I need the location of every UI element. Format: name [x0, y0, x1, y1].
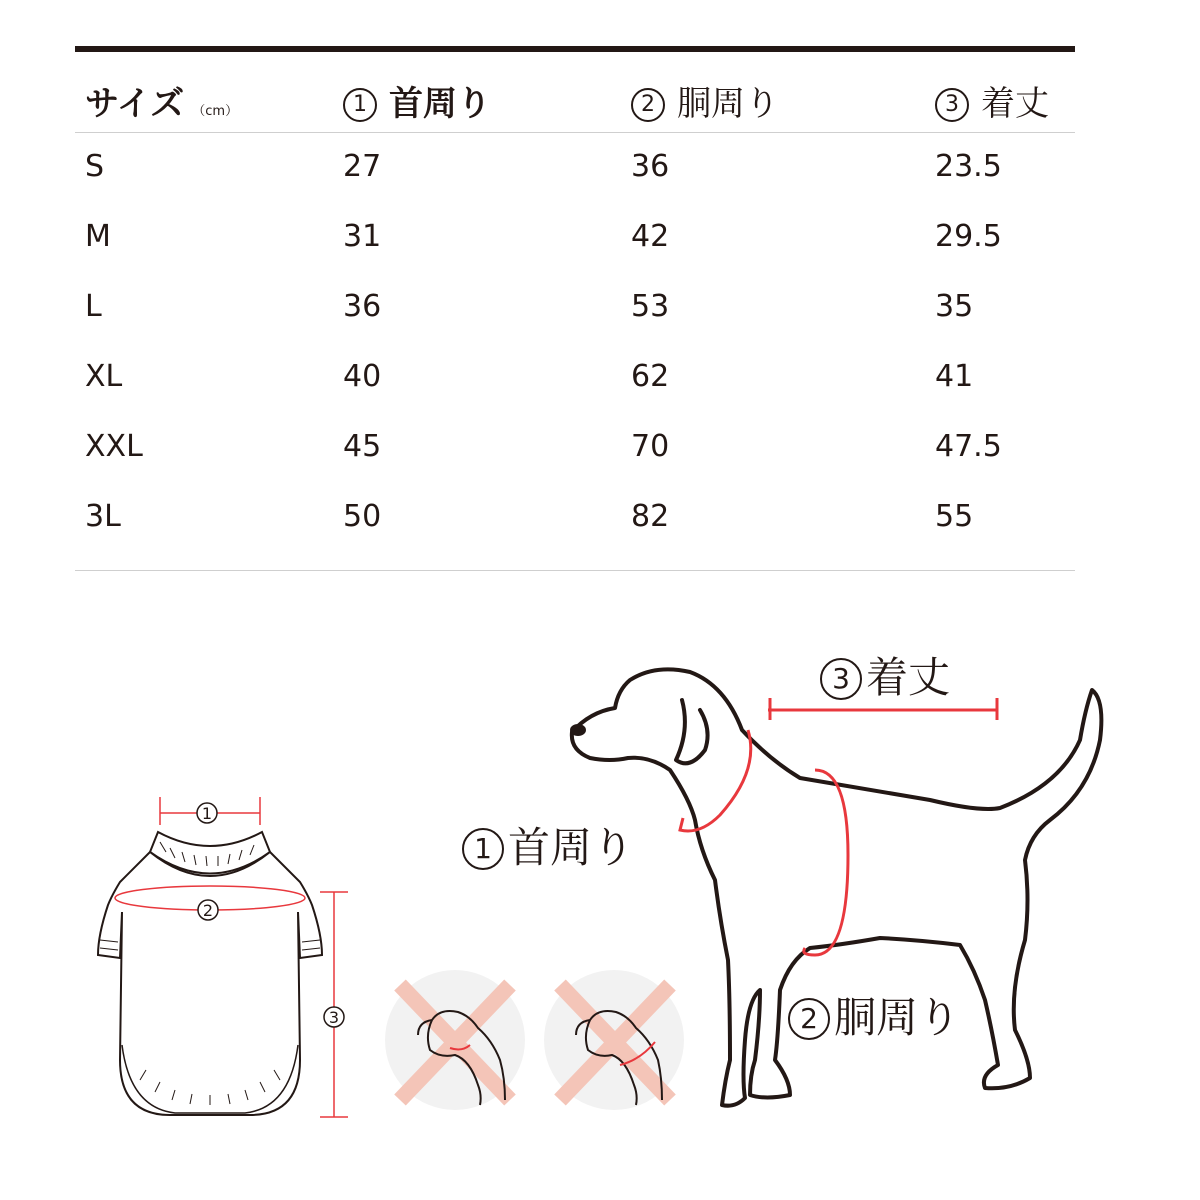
cell-body: 36 — [631, 149, 670, 184]
cell-length: 23.5 — [935, 149, 1002, 184]
cell-neck: 36 — [343, 289, 382, 324]
cell-body: 82 — [631, 499, 670, 534]
cell-length: 35 — [935, 289, 974, 324]
wrong-example-1 — [385, 970, 525, 1110]
mark-3: 3 — [328, 1008, 340, 1027]
sweater-illustration — [98, 832, 322, 1115]
wrong-example-2 — [544, 970, 684, 1110]
cell-body: 70 — [631, 429, 670, 464]
cell-neck: 31 — [343, 219, 382, 254]
header-length: 3 着丈 — [935, 76, 1049, 125]
cell-neck: 50 — [343, 499, 382, 534]
cell-size: M — [85, 219, 111, 254]
circled-number: 1 — [343, 88, 377, 122]
cell-size: S — [85, 149, 105, 184]
circled-number: 2 — [788, 998, 830, 1040]
cell-length: 29.5 — [935, 219, 1002, 254]
header-body: 2 胴周り — [631, 76, 779, 125]
mark-1: 1 — [201, 804, 213, 823]
cell-size: L — [85, 289, 102, 324]
circled-number: 1 — [462, 828, 504, 870]
cell-size: 3L — [85, 499, 121, 534]
cell-neck: 45 — [343, 429, 382, 464]
cell-neck: 27 — [343, 149, 382, 184]
header-neck: 1 首周り — [343, 76, 491, 125]
cell-body: 53 — [631, 289, 670, 324]
header-unit: （cm） — [192, 104, 239, 119]
header-size: サイズ （cm） — [85, 84, 239, 124]
cell-length: 55 — [935, 499, 974, 534]
neck-measure — [680, 730, 751, 831]
cell-neck: 40 — [343, 359, 382, 394]
cell-size: XXL — [85, 429, 143, 464]
circled-number: 3 — [820, 658, 862, 700]
cell-size: XL — [85, 359, 123, 394]
cell-body: 62 — [631, 359, 670, 394]
circled-number: 2 — [631, 88, 665, 122]
label-neck: 1 首周り — [462, 815, 634, 875]
circled-number: 3 — [935, 88, 969, 122]
label-length: 3 着丈 — [820, 645, 950, 705]
cell-length: 41 — [935, 359, 974, 394]
label-body: 2 胴周り — [788, 985, 960, 1045]
body-measure — [804, 770, 848, 955]
cell-length: 47.5 — [935, 429, 1002, 464]
mark-2: 2 — [202, 901, 214, 920]
dog-measure-marks — [680, 698, 998, 955]
cell-body: 42 — [631, 219, 670, 254]
